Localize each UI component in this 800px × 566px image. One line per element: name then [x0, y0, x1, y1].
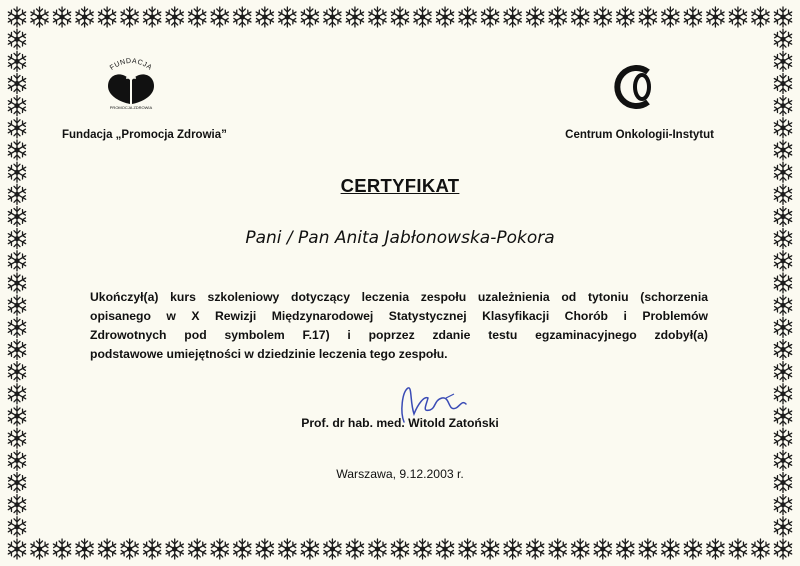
border-ornament	[8, 29, 25, 49]
border-ornament	[549, 539, 566, 559]
border-ornament	[369, 7, 386, 27]
border-ornament	[594, 539, 611, 559]
border-ornament	[481, 7, 498, 27]
border-ornament	[53, 7, 70, 27]
border-ornament	[436, 7, 453, 27]
border-ornament	[774, 362, 791, 382]
border-ornament	[256, 7, 273, 27]
body-line: podstawowe umiejętności w dziedzinie leczenia tego zespołu.	[90, 347, 448, 361]
border-ornament	[8, 74, 25, 94]
svg-text:FUNDACJA: FUNDACJA	[108, 58, 154, 72]
border-ornament	[774, 251, 791, 271]
border-ornament	[53, 539, 70, 559]
body-line: Zdrowotnych pod symbolem F.17) i poprzez zdanie testu egzaminacyjnego zdobył(a)	[90, 328, 708, 342]
border-ornament	[8, 118, 25, 138]
border-ornament	[684, 539, 701, 559]
left-organization-name: Fundacja „Promocja Zdrowia”	[62, 129, 227, 141]
border-ornament	[76, 7, 93, 27]
border-ornament	[369, 539, 386, 559]
border-ornament	[752, 539, 769, 559]
border-ornament	[549, 7, 566, 27]
border-ornament	[8, 295, 25, 315]
border-ornament	[346, 539, 363, 559]
border-ornament	[98, 539, 115, 559]
border-ornament	[774, 207, 791, 227]
signer-name: Prof. dr hab. med. Witold Zatoński	[301, 416, 499, 430]
border-ornament	[617, 7, 634, 27]
border-ornament	[774, 29, 791, 49]
border-ornament	[8, 517, 25, 537]
border-ornament	[436, 539, 453, 559]
recipient-name: Pani / Pan Anita Jabłonowska-Pokora	[245, 228, 555, 248]
border-ornament	[98, 7, 115, 27]
svg-text:PROMOCJA ZDROWIA: PROMOCJA ZDROWIA	[109, 105, 153, 110]
border-ornament	[8, 340, 25, 360]
certificate-body	[90, 288, 708, 364]
border-ornament	[774, 140, 791, 160]
border-ornament	[774, 118, 791, 138]
border-ornament	[391, 7, 408, 27]
border-ornament	[774, 495, 791, 515]
border-ornament	[234, 539, 251, 559]
border-ornament	[684, 7, 701, 27]
border-ornament	[301, 7, 318, 27]
border-ornament	[459, 7, 476, 27]
border-ornament	[8, 317, 25, 337]
border-ornament	[774, 539, 791, 559]
border-ornament	[279, 539, 296, 559]
border-ornament	[414, 539, 431, 559]
border-ornament	[707, 7, 724, 27]
border-ornament	[8, 539, 25, 559]
border-ornament	[774, 273, 791, 293]
border-ornament	[301, 539, 318, 559]
border-ornament	[234, 7, 251, 27]
border-ornament	[279, 7, 296, 27]
border-ornament	[8, 140, 25, 160]
fundacja-logo	[100, 58, 162, 110]
border-ornament	[459, 539, 476, 559]
border-ornament	[774, 295, 791, 315]
border-ornament	[143, 539, 160, 559]
border-ornament	[211, 7, 228, 27]
border-ornament	[639, 7, 656, 27]
border-ornament	[31, 539, 48, 559]
border-ornament	[189, 539, 206, 559]
border-ornament	[774, 428, 791, 448]
border-ornament	[617, 539, 634, 559]
border-ornament	[166, 7, 183, 27]
border-ornament	[31, 7, 48, 27]
border-ornament	[639, 539, 656, 559]
body-line: Ukończył(a) kurs szkoleniowy dotyczący leczenia zespołu uzależnienia od tytoniu (schorzenia	[90, 290, 708, 304]
border-ornament	[121, 539, 138, 559]
border-ornament	[8, 495, 25, 515]
border-ornament	[729, 539, 746, 559]
border-ornament	[526, 7, 543, 27]
border-ornament	[662, 7, 679, 27]
border-ornament	[774, 384, 791, 404]
border-ornament	[189, 7, 206, 27]
border-ornament	[572, 7, 589, 27]
border-ornament	[8, 273, 25, 293]
border-ornament	[774, 340, 791, 360]
border-ornament	[8, 362, 25, 382]
border-ornament	[774, 517, 791, 537]
border-ornament	[504, 539, 521, 559]
border-ornament	[481, 539, 498, 559]
border-ornament	[8, 7, 25, 27]
place-and-date: Warszawa, 9.12.2003 r.	[336, 467, 464, 481]
border-ornament	[8, 51, 25, 71]
border-ornament	[707, 539, 724, 559]
border-ornament	[774, 7, 791, 27]
border-ornament	[166, 539, 183, 559]
border-ornament	[143, 7, 160, 27]
border-ornament	[324, 539, 341, 559]
border-ornament	[774, 51, 791, 71]
border-ornament	[774, 96, 791, 116]
border-ornament	[8, 207, 25, 227]
certificate-title: CERTYFIKAT	[340, 175, 460, 196]
border-ornament	[76, 539, 93, 559]
border-ornament	[752, 7, 769, 27]
right-organization-name: Centrum Onkologii-Instytut	[565, 129, 714, 141]
border-ornament	[774, 317, 791, 337]
centrum-onkologii-logo	[612, 64, 664, 110]
border-ornament	[526, 539, 543, 559]
border-ornament	[256, 539, 273, 559]
border-ornament	[774, 74, 791, 94]
border-ornament	[729, 7, 746, 27]
border-ornament	[8, 428, 25, 448]
border-ornament	[572, 539, 589, 559]
border-ornament	[324, 7, 341, 27]
border-ornament	[346, 7, 363, 27]
border-ornament	[391, 539, 408, 559]
body-line: opisanego w X Rewizji Międzynarodowej Statystycznej Klasyfikacji Chorób i Problemów	[90, 309, 708, 323]
border-ornament	[8, 96, 25, 116]
border-ornament	[414, 7, 431, 27]
border-ornament	[504, 7, 521, 27]
border-ornament	[8, 251, 25, 271]
border-ornament	[662, 539, 679, 559]
border-ornament	[8, 384, 25, 404]
border-ornament	[211, 539, 228, 559]
border-ornament	[594, 7, 611, 27]
border-ornament	[121, 7, 138, 27]
